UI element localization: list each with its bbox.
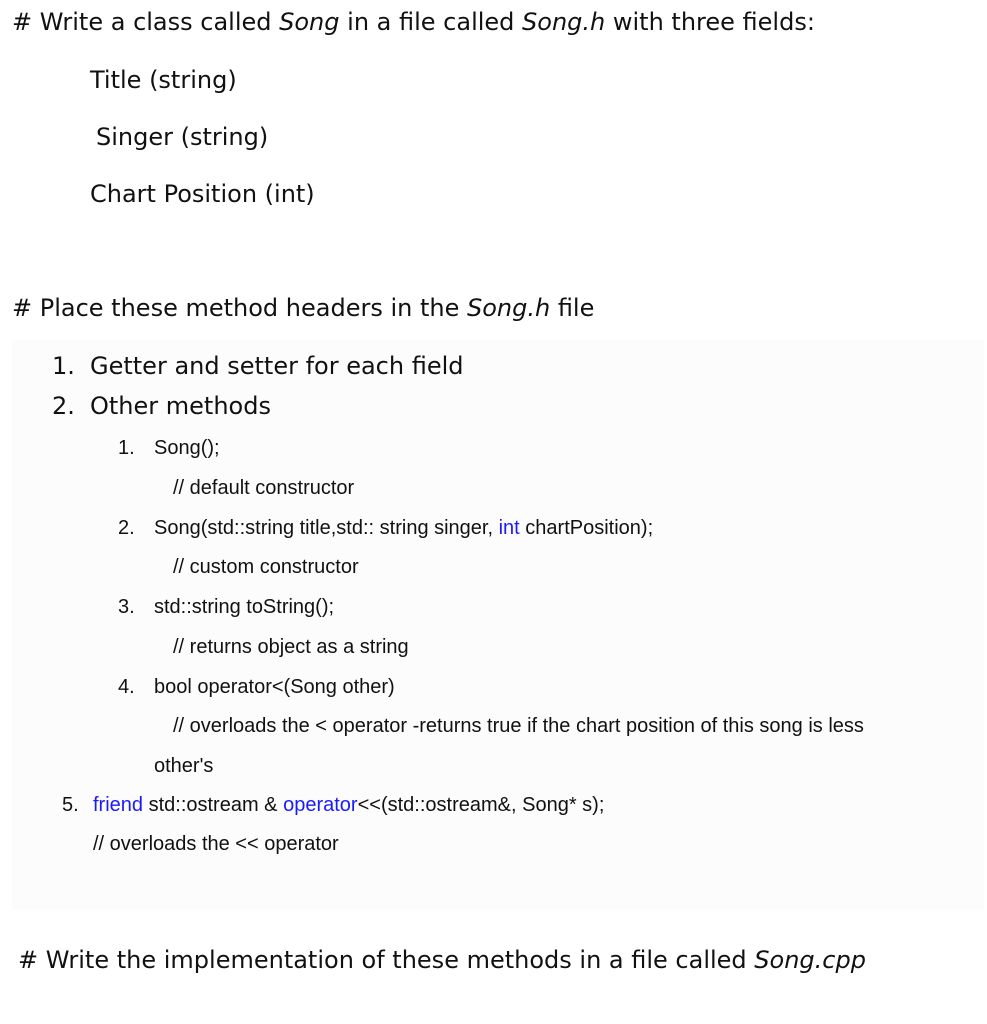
keyword-friend: friend [93, 794, 144, 816]
document-page: # Write a class called Song in a file called Song.h with three fields: Title (string) Singer (string) Chart Position (int) # Place these method headers in the Song.h file 1. Getter and setter for each field 2. Other methods 1. Song(); // default constructor 2. Song(std::string title,std:: string singer, int chartPosition); // custom constructor 3. std::string toString(); // returns object as a string 4. bool operator<(Song other) // overloads the < operator -returns true if the chart position of this song is less other's 5. friend std::ostream & operator<<(std::ostream&, Song* s); // overloads the << operator # Write the implementation of these methods in a file called Song.cpp [0, 0, 987, 1024]
header-file-name: Song.h [466, 294, 551, 322]
method-comment: // overloads the << operator [93, 833, 339, 855]
method-comment-continued: other's [154, 755, 214, 777]
source-file-name: Song.cpp [754, 946, 866, 974]
field-title: Title (string) [90, 66, 237, 94]
field-singer: Singer (string) [96, 123, 269, 151]
class-name: Song [279, 8, 340, 36]
methods-panel [12, 340, 984, 910]
keyword-operator: operator [283, 794, 358, 816]
method-comment: // custom constructor [173, 556, 359, 578]
heading-implementation: # Write the implementation of these methods in a file called Song.cpp [18, 946, 866, 974]
method-comment: // returns object as a string [173, 636, 409, 658]
method-comment: // default constructor [173, 477, 355, 499]
method-comment: // overloads the < operator -returns true if the chart position of this song is less [173, 715, 864, 737]
heading-method-headers: # Place these method headers in the Song.h file [12, 294, 595, 322]
header-file-name: Song.h [522, 8, 606, 36]
heading-class-definition: # Write a class called Song in a file called Song.h with three fields: [12, 8, 815, 36]
keyword-int: int [498, 517, 520, 539]
field-chart-position: Chart Position (int) [90, 180, 315, 208]
